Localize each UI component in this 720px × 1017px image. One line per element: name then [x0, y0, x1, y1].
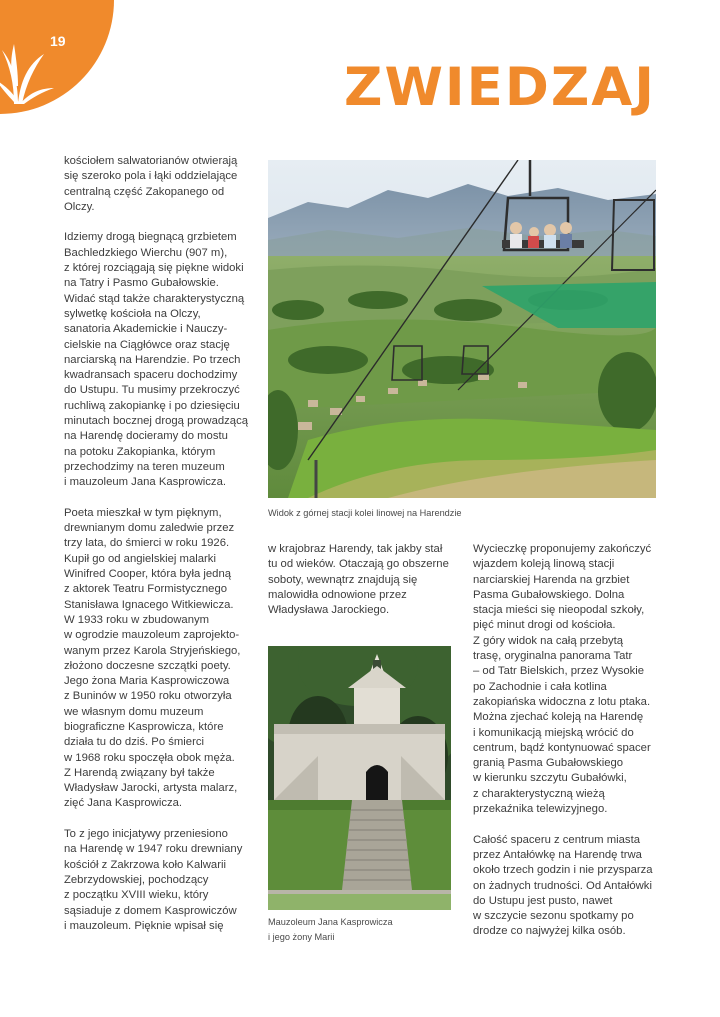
- page-number: 19: [50, 33, 66, 49]
- section-title: ZWIEDZAJ: [344, 57, 656, 118]
- paragraph: Idziemy drogą biegnącą grzbietem Bachledzkiego Wierchu (907 m), z której rozciągają się piękne widoki na Tatry i Pasmo Gubałowskie. Widać stąd także charakterystyczną sylwetkę kościoła na Olczy, sanatoria Akademickie i Nauczy- cielskie na Ciągłówce oraz stację narciarską na Harendzie. Po trzech kwadransach spaceru dochodzimy do Ustupu. Tu musimy przekroczyć ruchliwą zakopiankę i po dziesięciu minutach bocznej drogą prowadzącą na Harendę docieramy do mostu na potoku Zakopianka, którym przechodzimy na teren muzeum i mauzoleum Jana Kasprowicza.: [64, 231, 248, 489]
- mausoleum-image: [268, 646, 451, 910]
- paragraph: w krajobraz Harendy, tak jakby stał tu od wieków. Otaczają go obszerne soboty, wewnątrz znajdują się malowidła odnowione przez Władysława Jarockiego.: [268, 543, 449, 617]
- paragraph: Całość spaceru z centrum miasta przez Antałówkę na Harendę trwa około trzech godzin i nie przysparza on żadnych trudności. Od Antałówki do Ustupu jest pusto, nawet w szczycie sezonu spotkamy po drodze co najwyżej kilka osób.: [473, 833, 653, 938]
- mausoleum-caption: Mauzoleum Jana Kasprowicza i jego żony Marii: [268, 917, 393, 942]
- text-column-middle: [268, 542, 458, 634]
- paragraph: Wycieczkę proponujemy zakończyć wjazdem koleją linową stacji narciarskiej Harenda na grzbiet Pasma Gubałowskiego. Dolna stacja mieści się nieopodal szkoły, pięć minut drogi od kościoła. Z góry widok na całą przebytą trasę, oryginalna panorama Tatr – od Tatr Bielskich, przez Wysokie po Zachodnie i cała kotlina zakopiańska widoczna z lotu ptaka. Można zjechać koleją na Harendę i komunikacją miejską wrócić do centrum, bądź kontynuować spacer granią Pasma Gubałowskiego w kierunku szczytu Gubałówki, z charakterystyczną wieżą przekaźnika telewizyjnego.: [473, 543, 652, 816]
- grass-leaf-icon: [0, 36, 56, 106]
- text-column-right: [473, 542, 663, 955]
- text-column-left: [64, 154, 254, 949]
- paragraph: kościołem salwatorianów otwierają się szeroko pola i łąki oddzielające centralną część Zakopanego od Olczy.: [64, 155, 238, 213]
- page-badge: [0, 0, 114, 114]
- paragraph: Poeta mieszkał w tym pięknym, drewnianym domu zaledwie przez trzy lata, do śmierci w roku 1926. Kupił go od angielskiej malarki Winifred Cooper, która była jedną z aktorek Teatru Formistycznego Stanisława Ignacego Witkiewicza. W 1933 roku w zbudowanym w ogrodzie mauzoleum zaprojekto- wanym przez Karola Stryjeńskiego, złożono doczesne szczątki poety. Jego żona Maria Kasprowiczowa z Buninów w 1950 roku otworzyła we własnym domu muzeum biograficzne Kasprowicza, które działa tu do dziś. Po śmierci w 1968 roku spoczęła obok męża. Z Harendą związany był także Władysław Jarocki, artysta malarz, zięć Jana Kasprowicza.: [64, 506, 241, 810]
- mausoleum-photo: [268, 646, 451, 910]
- chairlift-caption: Widok z górnej stacji kolei linowej na Harendzie: [268, 508, 462, 518]
- chairlift-landscape-image: [268, 160, 656, 498]
- chairlift-photo: [268, 160, 656, 498]
- paragraph: To z jego inicjatywy przeniesiono na Harendę w 1947 roku drewniany kościół z Zakrzowa koło Kalwarii Zebrzydowskiej, pochodzący z początku XVIII wieku, który sąsiaduje z domem Kasprowiczów i mauzoleum. Pięknie wpisał się: [64, 828, 243, 932]
